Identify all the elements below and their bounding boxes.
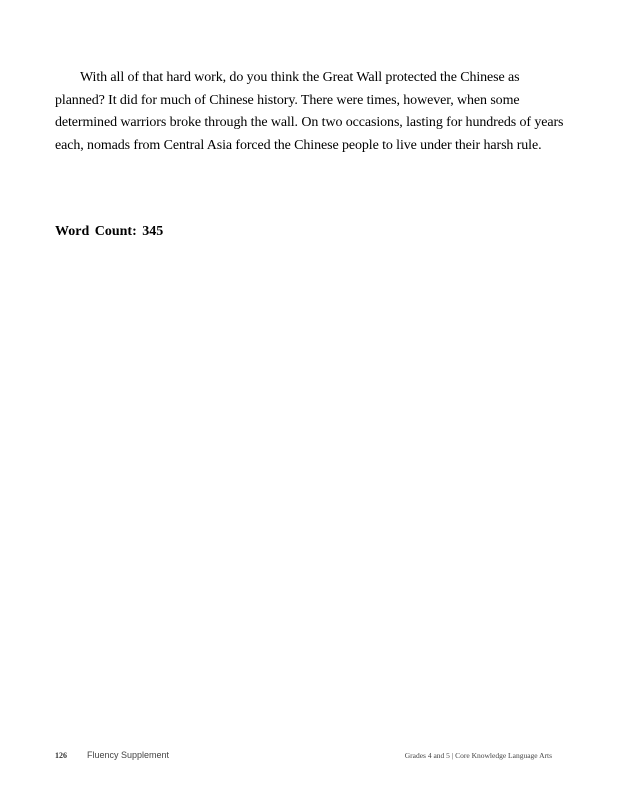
page-number: 126 [55,751,67,760]
footer-title: Fluency Supplement [87,750,170,760]
footer-credit: Grades 4 and 5 | Core Knowledge Language Arts [404,751,552,760]
word-count-label: Word Count: 345 [55,224,164,239]
page-footer [55,750,552,764]
passage-paragraph: With all of that hard work, do you think the Great Wall protected the Chinese as planned? It did for much of Chinese history. There were times, however, when some determined warriors broke through the wall. On two occasions, lasting for hundreds of years each, nomads from Central Asia forced the Chinese people to live under their harsh rule. [55,70,564,153]
